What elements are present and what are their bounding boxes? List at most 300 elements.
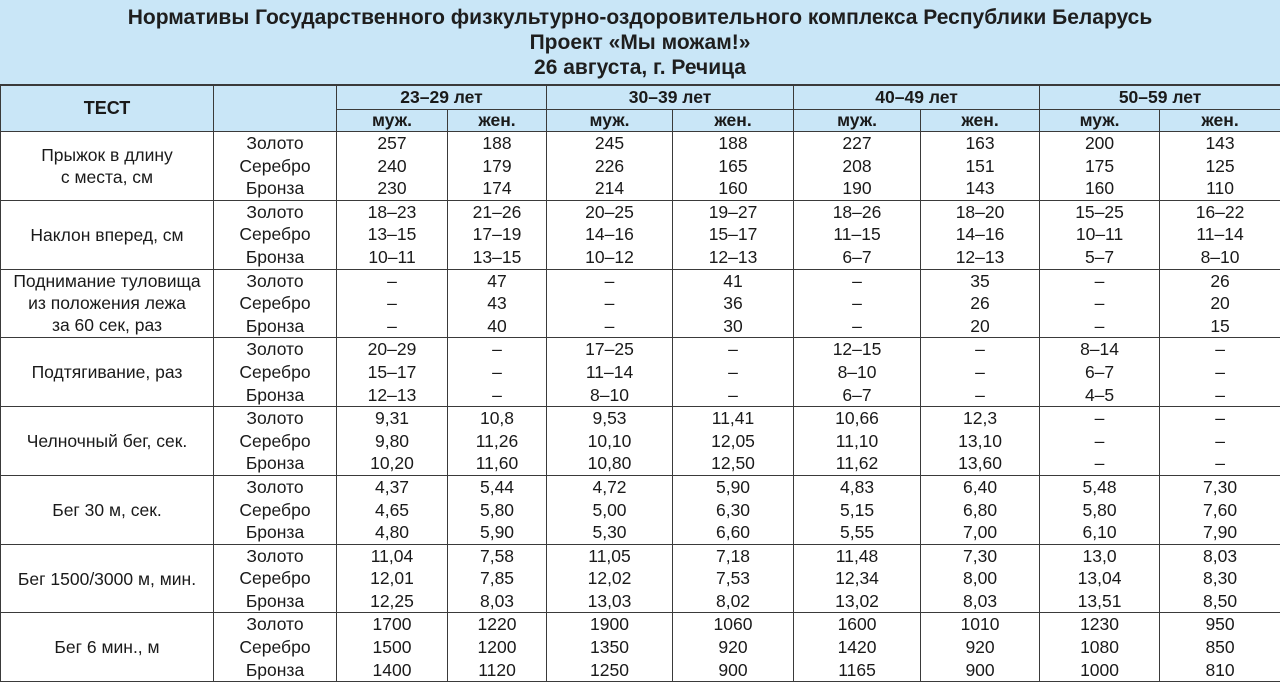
value: – [1094,293,1105,314]
value: 900 [718,659,748,680]
value: 4,83 [840,476,875,497]
value: 15 [1210,315,1230,336]
value-cell [448,338,547,407]
value-cell [547,544,673,613]
header-gender: жен. [673,110,794,132]
value: 11–14 [1196,224,1244,245]
value: – [852,270,862,291]
value: 7,18 [715,545,751,566]
value-cell [1160,338,1280,407]
value-cell [921,132,1040,201]
value-cell [448,544,547,613]
level-label: Золото [246,408,304,429]
value-cell [921,338,1040,407]
header-test: ТЕСТ [1,86,214,132]
value: 5,48 [1082,476,1117,497]
level-label: Серебро [239,155,311,176]
header-level [214,86,337,132]
level-label: Золото [246,545,304,566]
value-cell [547,132,673,201]
value: 35 [970,270,990,291]
value: 160 [718,178,748,199]
value: 1165 [838,659,876,680]
value: 9,80 [374,430,410,451]
value: 208 [842,155,872,176]
value: 257 [377,133,407,153]
value: 18–20 [955,201,1005,222]
value: 1080 [1080,637,1120,658]
table-row [1,407,1280,476]
value: 41 [723,270,743,291]
value-cell [448,407,547,476]
value: 10,66 [835,408,879,429]
value: 6,30 [715,499,751,520]
value: 950 [1205,614,1235,635]
value: 5,30 [592,522,627,543]
value: 1700 [372,614,412,635]
value: 13,10 [958,430,1002,451]
value: 6–7 [842,384,872,405]
value: – [1094,408,1105,429]
value: 12,3 [963,408,998,429]
value: 188 [482,133,512,153]
value: 5,44 [479,476,515,497]
value-cell [794,132,921,201]
test-name-line: Подтягивание, раз [31,362,183,383]
value: – [1215,453,1225,474]
header-gender: жен. [1160,110,1280,132]
value: 8,00 [963,568,998,589]
value-cell [547,613,673,682]
level-label: Серебро [239,293,311,314]
level-label: Бронза [245,246,305,267]
header-gender: жен. [448,110,547,132]
value: 10,80 [587,453,632,474]
value-cell [448,132,547,201]
value: 5,90 [479,522,515,543]
test-name-cell [1,544,214,613]
value: 900 [965,659,995,680]
value: 1200 [477,637,517,658]
value-cell [337,132,448,201]
value: 174 [482,178,512,199]
value: 7,53 [715,568,751,589]
value: – [492,384,502,405]
value: 13–15 [472,246,522,267]
value: – [975,339,985,360]
value: 200 [1084,133,1115,153]
value-cell [337,544,448,613]
value: 12,50 [711,453,755,474]
value: 15–17 [708,224,758,245]
value-cell [673,338,794,407]
value: – [728,361,738,382]
value: 7,30 [1203,476,1238,497]
table-row [1,613,1280,682]
value: – [975,361,985,382]
value-cell [1160,544,1280,613]
value-cell [921,475,1040,544]
level-label: Бронза [245,590,305,611]
level-label: Золото [246,614,304,635]
value: 245 [594,133,625,153]
value: 47 [487,270,507,291]
value: – [492,339,502,360]
value: 1220 [477,614,517,635]
value: 13–15 [367,224,417,245]
value: 8,03 [1203,545,1238,566]
level-label: Золото [246,270,304,291]
value: 6,60 [715,522,751,543]
norms-table [0,85,1280,682]
test-name-cell [1,200,214,269]
value: 1010 [960,614,1000,635]
value: 26 [1210,270,1230,291]
table-row [1,475,1280,544]
level-cell [214,269,337,338]
value: 4,72 [592,476,627,497]
value-cell [673,407,794,476]
title-block [0,0,1280,85]
value: – [1094,430,1105,451]
value-cell [1040,613,1160,682]
value: 1600 [837,614,877,635]
value-cell [921,269,1040,338]
value-cell [794,269,921,338]
value: – [387,293,397,314]
header-gender: муж. [794,110,921,132]
value-cell [1160,475,1280,544]
value: 10–11 [1075,224,1124,245]
level-label: Золото [246,133,304,153]
value: 1250 [590,659,629,680]
header-age-group: 23–29 лет [337,86,547,110]
value: 43 [487,293,507,314]
value: 10,20 [370,453,414,474]
value: 8–14 [1080,339,1120,360]
level-label: Золото [246,476,304,497]
value-cell [673,200,794,269]
value-cell [673,613,794,682]
value-cell [794,475,921,544]
value: – [852,315,862,336]
value: 227 [842,133,872,153]
value: 15–17 [367,361,417,382]
value: 165 [718,155,748,176]
value: 17–19 [472,224,522,245]
value: 12,01 [370,568,414,589]
value: 7,58 [479,545,515,566]
table-row [1,269,1280,338]
test-name-line: Бег 1500/3000 м, мин. [17,568,197,589]
value-cell [547,269,673,338]
value-cell [337,475,448,544]
value: – [604,293,615,314]
value: 11–15 [833,224,881,245]
value: 10,8 [479,408,515,429]
table-row [1,338,1280,407]
value-cell [448,475,547,544]
value: 10–12 [585,246,634,267]
level-label: Золото [246,201,304,222]
value: 240 [377,155,407,176]
value: – [1215,361,1225,382]
value: 20–25 [585,201,634,222]
value-cell [673,544,794,613]
value: 12–13 [955,246,1005,267]
value-cell [794,407,921,476]
level-label: Золото [246,339,304,360]
value-cell [921,200,1040,269]
value: 10,10 [587,430,632,451]
value: 8–10 [837,361,877,382]
value: 125 [1205,155,1235,176]
value: 7,85 [479,568,515,589]
value: 160 [1084,178,1115,199]
title-line-3: 26 августа, г. Речица [534,55,746,79]
test-name-cell [1,132,214,201]
level-label: Серебро [239,568,311,589]
value: 226 [594,155,625,176]
value-cell [1040,475,1160,544]
value: 8–10 [590,384,629,405]
value: 21–26 [472,201,522,222]
level-label: Серебро [239,499,311,520]
value-cell [673,475,794,544]
value-cell [337,200,448,269]
value: 12,34 [835,568,879,589]
value-cell [337,338,448,407]
value: 5,80 [479,499,515,520]
value: 17–25 [585,339,634,360]
value: 1900 [590,614,629,635]
value: – [852,293,862,314]
table-row [1,132,1280,201]
value-cell [547,475,673,544]
value: 12–13 [708,246,758,267]
value: 12,05 [711,430,755,451]
value: 40 [487,315,507,336]
header-age-group: 40–49 лет [794,86,1040,110]
value: – [728,384,738,405]
value: 12–15 [832,339,882,360]
value: 18–26 [832,201,882,222]
value-cell [547,200,673,269]
test-name-cell [1,269,214,338]
value: 13,03 [587,590,632,611]
value-cell [1040,338,1160,407]
value: 5–7 [1084,246,1115,267]
level-cell [214,338,337,407]
value: 20–29 [367,339,417,360]
level-label: Серебро [239,637,311,658]
value: 179 [482,155,512,176]
value: 20 [1210,293,1230,314]
value: 1350 [590,637,629,658]
value: 14–16 [955,224,1005,245]
value: 10–11 [368,246,416,267]
value: 6–7 [1084,361,1115,382]
value: 188 [718,133,748,153]
value: – [1215,339,1225,360]
table-row [1,544,1280,613]
value-cell [794,544,921,613]
level-label: Серебро [239,224,311,245]
value: 13,51 [1077,590,1122,611]
value: 11,04 [370,545,414,566]
value-cell [448,613,547,682]
value: 18–23 [367,201,417,222]
title-line-2: Проект «Мы можам!» [529,30,751,54]
value: 1420 [837,637,877,658]
test-name-line: Поднимание туловища [13,271,201,292]
value: 4,37 [374,476,410,497]
value: 850 [1205,637,1235,658]
level-label: Бронза [245,384,305,405]
test-name-line: Челночный бег, сек. [26,431,188,452]
value-cell [673,269,794,338]
value-cell [448,269,547,338]
value: 1500 [372,637,412,658]
test-name-line: с места, см [60,166,154,187]
value: 11,62 [835,453,879,474]
value: 8–10 [1200,246,1240,267]
value: 9,53 [592,408,627,429]
value: 1230 [1080,614,1120,635]
header-age-group: 50–59 лет [1040,86,1280,110]
value: 810 [1205,659,1235,680]
value: 110 [1206,178,1234,199]
test-name-line: Прыжок в длину [41,144,173,165]
value: 230 [377,178,407,199]
value: – [975,384,985,405]
value: 11,26 [475,430,519,451]
level-label: Серебро [239,361,311,382]
value: 7,60 [1203,499,1238,520]
value: 143 [965,178,995,199]
value: 16–22 [1195,201,1245,222]
value: 8,03 [479,590,515,611]
value-cell [1160,132,1280,201]
level-cell [214,475,337,544]
value: 11,48 [835,545,879,566]
test-name-cell [1,613,214,682]
value: 7,00 [963,522,998,543]
header-gender: муж. [547,110,673,132]
value: – [1215,384,1225,405]
level-cell [214,544,337,613]
value-cell [1160,613,1280,682]
value: 4,65 [374,499,410,520]
value-cell [1040,544,1160,613]
value: – [728,339,738,360]
value: 30 [723,315,743,336]
value: 163 [965,133,995,153]
value: – [604,270,615,291]
title-line-1: Нормативы Государственного физкультурно-оздоровительного комплекса Республики Беларусь [127,5,1153,29]
value: 8,50 [1203,590,1238,611]
value-cell [337,407,448,476]
value: 11,05 [588,545,631,566]
value: 12–13 [367,384,417,405]
value-cell [337,269,448,338]
value: 1000 [1080,659,1120,680]
level-label: Бронза [245,659,305,680]
value: 9,31 [374,408,410,429]
value: – [387,315,397,336]
value: 8,03 [963,590,998,611]
value-cell [794,613,921,682]
value: – [387,270,397,291]
value: 8,02 [715,590,751,611]
level-label: Бронза [245,178,305,199]
value: 151 [965,155,995,176]
value: 7,90 [1203,522,1238,543]
value: 13,60 [958,453,1002,474]
value: 11–14 [585,361,634,382]
value: – [604,315,615,336]
value: 920 [718,637,748,658]
value: 13,0 [1082,545,1117,566]
value-cell [1160,407,1280,476]
value-cell [1040,407,1160,476]
level-label: Серебро [239,430,311,451]
test-name-line: Бег 30 м, сек. [52,499,162,520]
header-gender: муж. [337,110,448,132]
level-cell [214,407,337,476]
value: 175 [1084,155,1115,176]
value: 13,04 [1077,568,1122,589]
value-cell [547,407,673,476]
value-cell [547,338,673,407]
value: – [1094,453,1105,474]
value-cell [337,613,448,682]
level-cell [214,132,337,201]
value: 8,30 [1203,568,1238,589]
test-name-cell [1,407,214,476]
level-label: Бронза [245,453,305,474]
value: 5,00 [592,499,627,520]
value: 4,80 [374,522,410,543]
value: 6,40 [963,476,998,497]
test-name-line: за 60 сек, раз [51,315,163,336]
value-cell [1160,269,1280,338]
value: 5,80 [1082,499,1117,520]
value: – [1215,408,1225,429]
value: 11,41 [711,408,755,429]
header-gender: муж. [1040,110,1160,132]
value: 920 [965,637,995,658]
header-gender: жен. [921,110,1040,132]
value-cell [794,338,921,407]
value: 143 [1205,133,1235,153]
header-age-group: 30–39 лет [547,86,794,110]
value-cell [1040,132,1160,201]
value: 6,80 [963,499,998,520]
value: 1120 [478,659,516,680]
table-row [1,200,1280,269]
value-cell [1160,200,1280,269]
test-name-line: Бег 6 мин., м [54,637,160,658]
value: 7,30 [963,545,998,566]
value-cell [448,200,547,269]
value: 190 [842,178,872,199]
value: 5,55 [840,522,875,543]
value-cell [673,132,794,201]
value: 12,02 [587,568,632,589]
value-cell [1040,200,1160,269]
value: 5,15 [840,499,875,520]
